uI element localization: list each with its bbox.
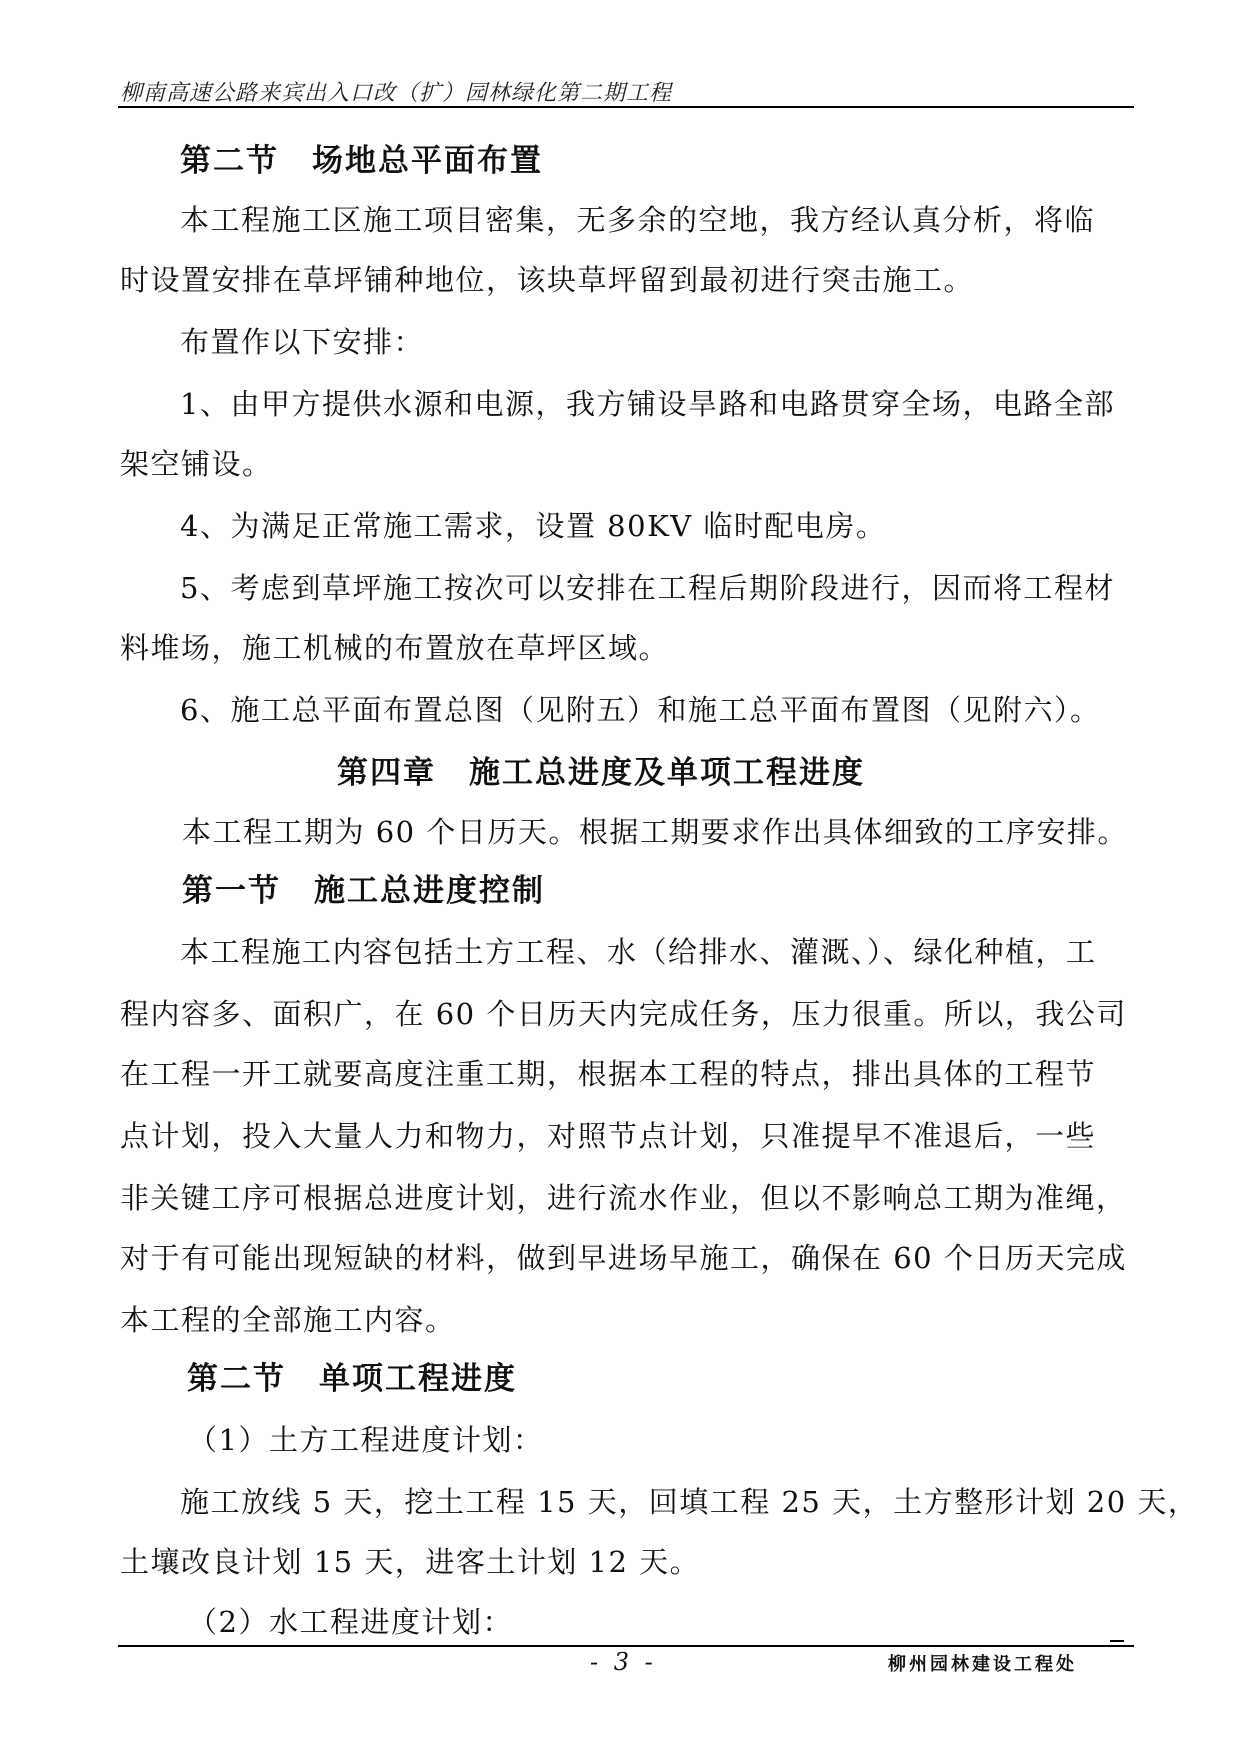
paragraph-line: 5、考虑到草坪施工按次可以安排在工程后期阶段进行，因而将工程材: [180, 571, 1115, 605]
paragraph-line: 6、施工总平面布置总图（见附五）和施工总平面布置图（见附六）。: [180, 693, 1101, 727]
paragraph-line: 料堆场，施工机械的布置放在草坪区域。: [120, 631, 670, 665]
paragraph-line: 架空铺设。: [120, 447, 273, 481]
paragraph-line: 本工程的全部施工内容。: [120, 1303, 456, 1337]
paragraph-line: 时设置安排在草坪铺种地位，该块草坪留到最初进行突击施工。: [120, 263, 975, 297]
chapter-heading: 第四章 施工总进度及单项工程进度: [337, 755, 865, 791]
paragraph-line: 在工程一开工就要高度注重工期，根据本工程的特点，排出具体的工程节: [120, 1057, 1097, 1091]
paragraph-line: 程内容多、面积广，在 60 个日历天内完成任务，压力很重。所以，我公司: [120, 997, 1127, 1031]
paragraph-line: 布置作以下安排：: [180, 325, 425, 359]
paragraph-line: 1、由甲方提供水源和电源，我方铺设旱路和电路贯穿全场，电路全部: [180, 387, 1115, 421]
paragraph-line: 土壤改良计划 15 天，进客土计划 12 天。: [120, 1545, 701, 1579]
section-heading: 第一节 施工总进度控制: [182, 873, 545, 909]
footer-dash: [1110, 1640, 1124, 1642]
header-title: 柳南高速公路来宾出入口改（扩）园林绿化第二期工程: [120, 81, 673, 106]
paragraph-line: 点计划，投入大量人力和物力，对照节点计划，只准提早不准退后，一些: [120, 1119, 1097, 1153]
paragraph-line: 本工程施工区施工项目密集，无多余的空地，我方经认真分析，将临: [180, 203, 1096, 237]
page-number: - 3 -: [590, 1648, 657, 1676]
section-heading: 第二节 单项工程进度: [187, 1361, 517, 1397]
footer-organization: 柳州园林建设工程处: [888, 1654, 1077, 1675]
paragraph-line: 施工放线 5 天，挖土工程 15 天，回填工程 25 天，土方整形计划 20 天，: [180, 1485, 1199, 1519]
paragraph-line: （1）土方工程进度计划：: [188, 1423, 544, 1457]
header-rule: [118, 106, 1134, 108]
section-heading: 第二节 场地总平面布置: [180, 143, 543, 179]
paragraph-line: 本工程工期为 60 个日历天。根据工期要求作出具体细致的工序安排。: [182, 815, 1128, 849]
paragraph-line: （2）水工程进度计划：: [188, 1605, 513, 1639]
paragraph-line: 本工程施工内容包括土方工程、水（给排水、灌溉、）、绿化种植，工: [180, 935, 1097, 969]
paragraph-line: 4、为满足正常施工需求，设置 80KV 临时配电房。: [180, 509, 887, 543]
paragraph-line: 非关键工序可根据总进度计划，进行流水作业，但以不影响总工期为准绳，: [120, 1181, 1127, 1215]
footer-rule: [118, 1645, 1134, 1647]
paragraph-line: 对于有可能出现短缺的材料，做到早进场早施工，确保在 60 个日历天完成: [120, 1241, 1127, 1275]
